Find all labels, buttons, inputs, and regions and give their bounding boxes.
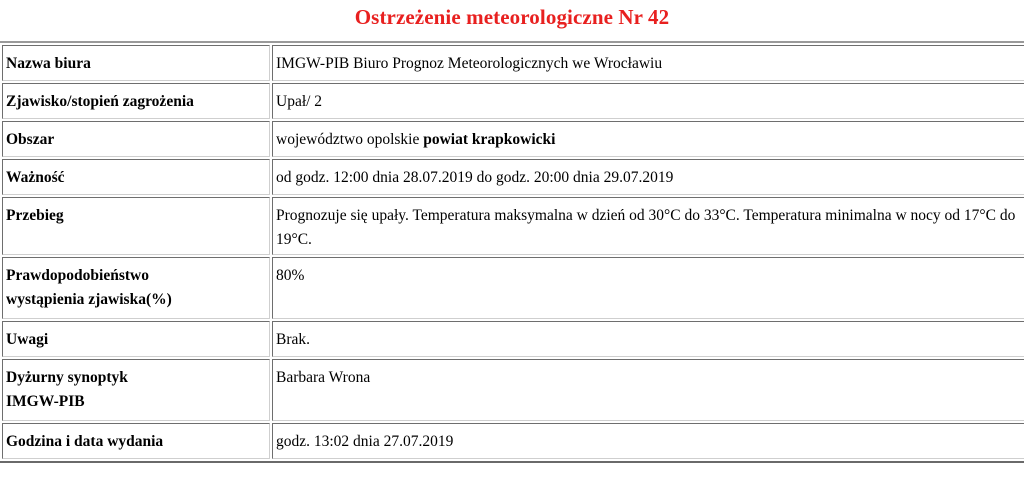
table-row (2, 257, 1024, 319)
row-value-office: IMGW-PIB Biuro Prognoz Meteorologicznych we Wrocławiu (272, 45, 1024, 81)
row-label-validity: Ważność (2, 159, 270, 195)
row-value-remarks: Brak. (272, 321, 1024, 357)
row-value-issued: godz. 13:02 dnia 27.07.2019 (272, 423, 1024, 459)
area-region: województwo opolskie (276, 131, 420, 148)
row-label-area: Obszar (2, 121, 270, 157)
table-row (2, 121, 1024, 157)
row-label-issued: Godzina i data wydania (2, 423, 270, 459)
row-label-probability: Prawdopodobieństwo wystąpienia zjawiska(%) (2, 257, 270, 319)
page-title: Ostrzeżenie meteorologiczne Nr 42 (354, 5, 670, 29)
row-label-forecaster: Dyżurny synoptyk IMGW-PIB (2, 359, 270, 421)
row-value-course: Prognozuje się upały. Temperatura maksymalna w dzień od 30°C do 33°C. Temperatura minimalna w nocy od 17°C do 19°C. (272, 197, 1024, 255)
area-county: powiat krapkowicki (423, 131, 556, 148)
row-label-office: Nazwa biura (2, 45, 270, 81)
table-row (2, 359, 1024, 421)
table-row (2, 83, 1024, 119)
row-label-phenomenon: Zjawisko/stopień zagrożenia (2, 83, 270, 119)
table-row (2, 45, 1024, 81)
row-label-course: Przebieg (2, 197, 270, 255)
warning-table (0, 41, 1024, 463)
row-value-area (272, 121, 1024, 157)
table-row (2, 159, 1024, 195)
row-value-phenomenon: Upał/ 2 (272, 83, 1024, 119)
table-row (2, 423, 1024, 459)
row-label-remarks: Uwagi (2, 321, 270, 357)
table-row (2, 197, 1024, 255)
row-value-probability: 80% (272, 257, 1024, 319)
table-row (2, 321, 1024, 357)
row-value-validity: od godz. 12:00 dnia 28.07.2019 do godz. 20:00 dnia 29.07.2019 (272, 159, 1024, 195)
row-value-forecaster: Barbara Wrona (272, 359, 1024, 421)
